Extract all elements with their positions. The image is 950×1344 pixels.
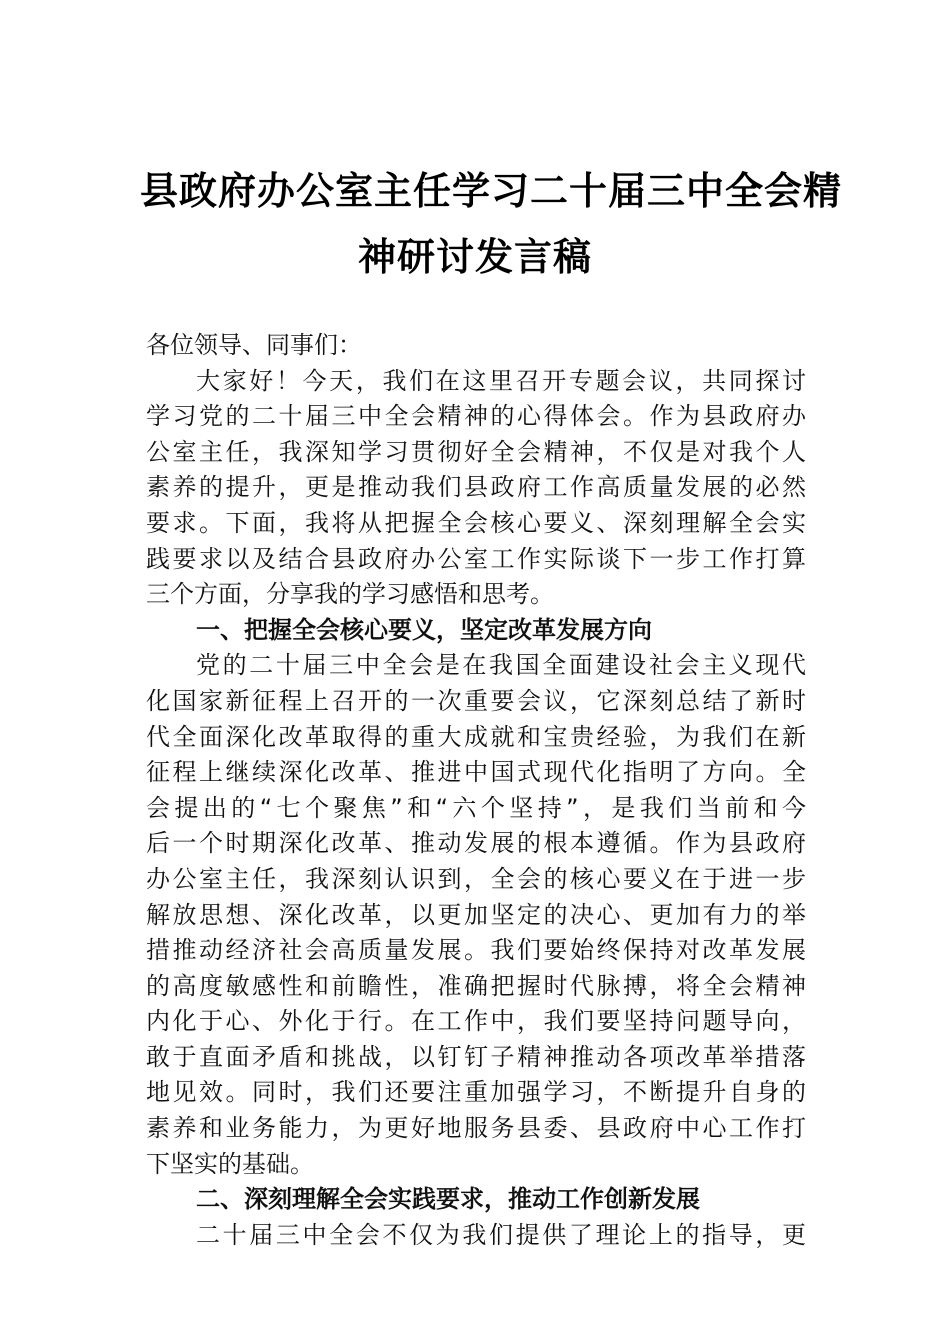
paragraph-line: 要求。下面，我将从把握全会核心要义、深刻理解全会实	[146, 508, 806, 537]
paragraph-line: 二十届三中全会不仅为我们提供了理论上的指导，更	[196, 1220, 806, 1249]
paragraph-line: 措推动经济社会高质量发展。我们要始终保持对改革发展	[146, 936, 806, 965]
section-heading-2: 二、深刻理解全会实践要求，推动工作创新发展	[196, 1185, 700, 1214]
document-title-line-2: 神研讨发言稿	[357, 234, 592, 279]
paragraph-line: 征程上继续深化改革、推进中国式现代化指明了方向。全	[146, 758, 806, 787]
paragraph-line: 解放思想、深化改革，以更加坚定的决心、更加有力的举	[146, 900, 806, 929]
document-body	[146, 328, 806, 1253]
paragraph-line: 的高度敏感性和前瞻性，准确把握时代脉搏，将全会精神	[146, 971, 806, 1000]
paragraph-line: 大家好！今天，我们在这里召开专题会议，共同探讨	[196, 366, 806, 395]
paragraph-line: 地见效。同时，我们还要注重加强学习，不断提升自身的	[146, 1078, 806, 1107]
paragraph-line: 会提出的“七个聚焦”和“六个坚持”，是我们当前和今	[146, 793, 806, 822]
paragraph-line: 化国家新征程上召开的一次重要会议，它深刻总结了新时	[146, 686, 806, 715]
paragraph-line: 三个方面，分享我的学习感悟和思考。	[146, 580, 554, 609]
salutation: 各位领导、同事们：	[146, 331, 362, 359]
paragraph-line: 践要求以及结合县政府办公室工作实际谈下一步工作打算	[146, 544, 806, 573]
paragraph-line: 学习党的二十届三中全会精神的心得体会。作为县政府办	[146, 402, 806, 431]
paragraph-line: 下坚实的基础。	[146, 1149, 314, 1178]
paragraph-line: 代全面深化改革取得的重大成就和宝贵经验，为我们在新	[146, 722, 806, 751]
paragraph-line: 公室主任，我深知学习贯彻好全会精神，不仅是对我个人	[146, 437, 806, 466]
paragraph-line: 素养和业务能力，为更好地服务县委、县政府中心工作打	[146, 1114, 806, 1143]
paragraph-line: 办公室主任，我深刻认识到，全会的核心要义在于进一步	[146, 864, 806, 893]
paragraph-line: 素养的提升，更是推动我们县政府工作高质量发展的必然	[146, 473, 806, 502]
paragraph-line: 内化于心、外化于行。在工作中，我们要坚持问题导向，	[146, 1007, 806, 1036]
section-heading-1: 一、把握全会核心要义，坚定改革发展方向	[196, 615, 652, 644]
paragraph-line: 党的二十届三中全会是在我国全面建设社会主义现代	[196, 651, 806, 680]
paragraph-line: 敢于直面矛盾和挑战，以钉钉子精神推动各项改革举措落	[146, 1042, 806, 1071]
document-title-line-1: 县政府办公室主任学习二十届三中全会精	[140, 168, 843, 213]
paragraph-line: 后一个时期深化改革、推动发展的根本遵循。作为县政府	[146, 829, 806, 858]
